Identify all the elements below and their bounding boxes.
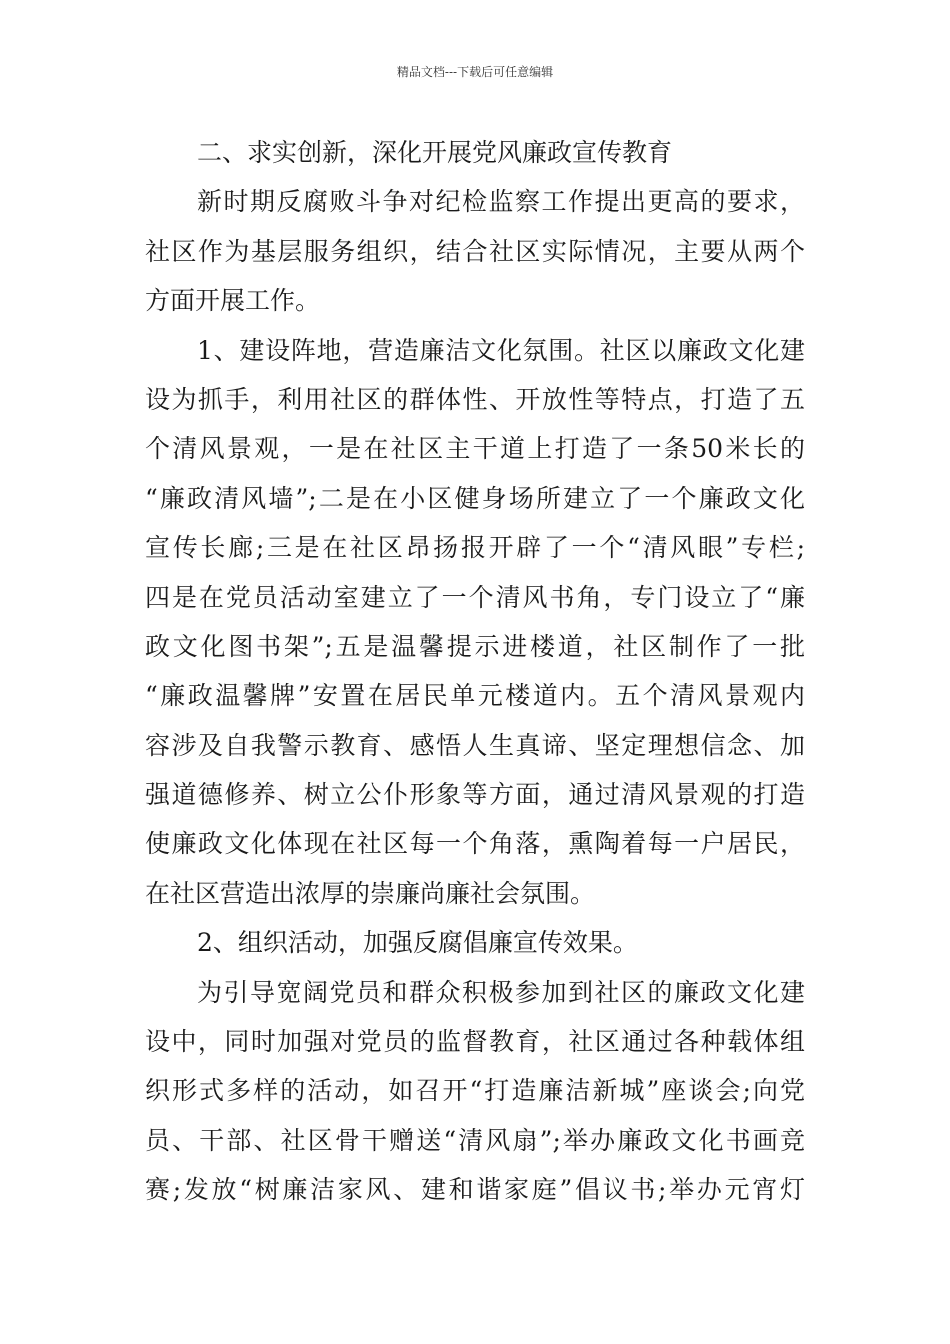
text-line: 2、组织活动，加强反腐倡廉宣传效果。 <box>197 928 638 958</box>
text-line: “廉政温馨牌”安置在居民单元楼道内。五个清风景观内 <box>145 681 805 711</box>
document-body <box>145 128 805 1215</box>
text-line: 四是在党员活动室建立了一个清风书角，专门设立了“廉 <box>145 582 805 612</box>
text-line: 政文化图书架”;五是温馨提示进楼道，社区制作了一批 <box>145 631 805 661</box>
text-line: 个清风景观，一是在社区主干道上打造了一条50米长的 <box>145 434 805 464</box>
text-line: 二、求实创新，深化开展党风廉政宣传教育 <box>197 138 673 167</box>
text-line: 为引导宽阔党员和群众积极参加到社区的廉政文化建 <box>197 977 805 1007</box>
text-line: 在社区营造出浓厚的崇廉尚廉社会氛围。 <box>145 878 596 908</box>
text-line: 使廉政文化体现在社区每一个角落，熏陶着每一户居民， <box>145 829 805 859</box>
text-line: 织形式多样的活动，如召开“打造廉洁新城”座谈会;向党 <box>145 1076 805 1106</box>
text-line: 容涉及自我警示教育、感悟人生真谛、坚定理想信念、加 <box>145 730 805 760</box>
text-line: 方面开展工作。 <box>145 286 321 316</box>
page-header: 精品文档---下载后可任意编辑 <box>396 65 554 79</box>
text-line: 设为抓手，利用社区的群体性、开放性等特点，打造了五 <box>145 384 805 414</box>
text-line: 社区作为基层服务组织，结合社区实际情况，主要从两个 <box>145 236 805 266</box>
text-line: 员、干部、社区骨干赠送“清风扇”;举办廉政文化书画竞 <box>145 1125 805 1155</box>
text-line: 赛;发放“树廉洁家风、建和谐家庭”倡议书;举办元宵灯 <box>145 1175 805 1205</box>
text-line: 设中，同时加强对党员的监督教育，社区通过各种载体组 <box>145 1027 805 1057</box>
text-line: 1、建设阵地，营造廉洁文化氛围。社区以廉政文化建 <box>197 335 805 365</box>
text-line: 强道德修养、树立公仆形象等方面，通过清风景观的打造 <box>145 780 805 810</box>
text-line: “廉政清风墙”;二是在小区健身场所建立了一个廉政文化 <box>145 483 805 513</box>
text-line: 宣传长廊;三是在社区昂扬报开辟了一个“清风眼”专栏; <box>145 533 805 563</box>
text-line: 新时期反腐败斗争对纪检监察工作提出更高的要求， <box>197 187 805 217</box>
